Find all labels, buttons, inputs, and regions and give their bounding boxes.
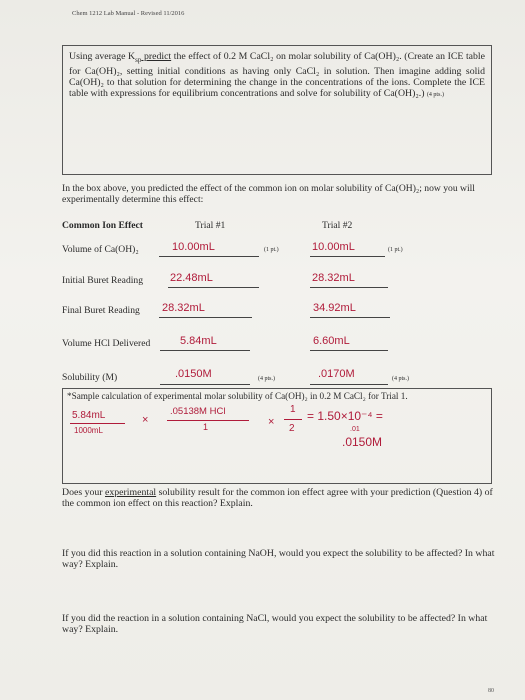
trial2-solubility-points: (4 pts.) — [392, 376, 409, 382]
trial2-final-value: 34.92mL — [313, 302, 356, 314]
sample-calculation-caption: *Sample calculation of experimental molar solubility of Ca(OH)₂ in 0.2 M CaCl₂ for Trial 1. — [67, 391, 408, 401]
question-naoh: If you did this reaction in a solution containing NaOH, would you expect the solubility to be affected? In what way? Explain. — [62, 548, 495, 570]
intro-text: In the box above, you predicted the effect of the common ion on molar solubility of Ca(OH)₂; now you will experimentally determine this effect: — [62, 183, 475, 205]
trial2-initial-value: 28.32mL — [312, 272, 355, 284]
row-label-final-buret: Final Buret Reading — [62, 305, 140, 316]
calc-denominator-3: 2 — [289, 423, 295, 434]
trial1-final-value: 28.32mL — [162, 302, 205, 314]
prediction-box — [62, 45, 492, 175]
trial2-volume-line — [310, 256, 385, 257]
trial1-hcl-value: 5.84mL — [180, 335, 217, 347]
sample-calculation-box — [62, 388, 492, 484]
trial1-hcl-line — [160, 350, 250, 351]
table-header-label: Common Ion Effect — [62, 220, 144, 231]
trial2-header: Trial #2 — [322, 220, 353, 231]
calc-numerator-3: 1 — [290, 404, 296, 415]
calc-mark: .01 — [350, 426, 360, 433]
prediction-points: (4 pts.) — [426, 91, 444, 98]
question-nacl: If you did the reaction in a solution containing NaCl, would you expect the solubility to be affected? In what way? Explain. — [62, 613, 488, 635]
page-number: 80 — [488, 688, 494, 694]
row-label-solubility: Solubility (M) — [62, 372, 118, 383]
trial1-header: Trial #1 — [195, 220, 226, 231]
trial1-initial-line — [168, 287, 259, 288]
calc-denominator-2: 1 — [203, 422, 209, 432]
fraction-bar-2 — [167, 420, 249, 421]
trial2-solubility-line — [310, 384, 388, 385]
row-label-volume: Volume of Ca(OH)₂ — [62, 244, 139, 255]
calc-times-2: × — [268, 416, 275, 428]
fraction-bar-3 — [284, 419, 302, 420]
row-label-initial-buret: Initial Buret Reading — [62, 275, 143, 286]
trial1-volume-line — [159, 256, 259, 257]
trial1-final-line — [159, 317, 252, 318]
trial2-final-line — [310, 317, 390, 318]
trial1-solubility-points: (4 pts.) — [258, 376, 275, 382]
calc-denominator-1: 1000mL — [74, 426, 103, 435]
trial2-initial-line — [310, 287, 388, 288]
fraction-bar-1 — [70, 423, 125, 424]
trial2-solubility-value: .0170M — [318, 368, 355, 380]
trial1-volume-value: 10.00mL — [172, 241, 215, 253]
calc-result-2: .0150M — [342, 435, 383, 449]
trial2-hcl-line — [310, 350, 388, 351]
calc-numerator-2: .05138M HCl — [170, 406, 226, 417]
calc-times-1: × — [142, 414, 149, 426]
trial1-solubility-value: .0150M — [175, 368, 212, 380]
trial2-hcl-value: 6.60mL — [313, 335, 350, 347]
trial1-volume-points: (1 pt.) — [264, 247, 279, 253]
prediction-instructions: Using average $K_{sp}$ predict the effect of 0.2 M CaCl₂ on molar solubility of Ca(OH)₂. (Create an ICE table for Ca(OH)₂, setting initial conditions as having only CaCl₂ in solution. Then imagine adding solid Ca(OH)₂ to that solution for determining the change in the concentrations of the ions. Complete the ICE table with expressions for equilibrium concentrations and solve for solubility of Ca(OH)₂.) (4 pts.) — [69, 51, 485, 99]
trial1-solubility-line — [160, 384, 250, 385]
trial2-volume-points: (1 pt.) — [388, 247, 403, 253]
calc-numerator-1: 5.84mL — [72, 410, 106, 421]
row-label-volume-hcl: Volume HCl Delivered — [62, 338, 151, 349]
trial2-volume-value: 10.00mL — [312, 241, 355, 253]
question-agreement: Does your experimental solubility result for the common ion effect agree with your prediction (Question 4) of the common ion effect on this reaction? Explain. — [62, 487, 493, 509]
calc-result: = 1.50×10⁻⁴ = — [307, 409, 383, 423]
trial1-initial-value: 22.48mL — [170, 272, 213, 284]
page-header: Chem 1212 Lab Manual - Revised 11/2016 — [72, 10, 185, 17]
